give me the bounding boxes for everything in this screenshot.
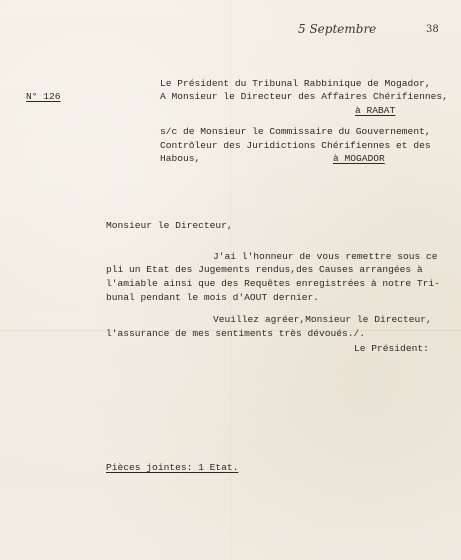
handwritten-date: 5 Septembre <box>298 22 377 36</box>
signature: Le Président: <box>354 343 429 354</box>
handwritten-page-number: 38 <box>426 24 439 35</box>
closing-line: Veuillez agréer,Monsieur le Directeur, <box>213 314 432 325</box>
header-recipient: A Monsieur le Directeur des Affaires Chérifiennes, <box>160 91 448 102</box>
body-line: bunal pendant le mois d'AOUT dernier. <box>106 292 320 303</box>
salutation: Monsieur le Directeur, <box>106 220 233 231</box>
header-sender: Le Président du Tribunal Rabbinique de Mogador, <box>160 78 431 89</box>
header-via-title: Contrôleur des Juridictions Chérifiennes et des <box>160 140 431 151</box>
attachments-note: Pièces jointes: 1 Etat. <box>106 462 239 473</box>
body-line: pli un Etat des Jugements rendus,des Causes arrangées à <box>106 264 423 275</box>
body-line: J'ai l'honneur de vous remettre sous ce <box>213 251 438 262</box>
header-via-city: à MOGADOR <box>333 153 385 164</box>
closing-line: l'assurance de mes sentiments très dévoués./. <box>106 328 366 339</box>
body-line: l'amiable ainsi que des Requêtes enregistrées à notre Tri- <box>106 278 440 289</box>
header-via: s/c de Monsieur le Commissaire du Gouvernement, <box>160 126 431 137</box>
header-recipient-city: à RABAT <box>355 105 396 116</box>
reference-number: N° 126 <box>26 91 61 102</box>
header-via-title-end: Habous, <box>160 153 201 164</box>
